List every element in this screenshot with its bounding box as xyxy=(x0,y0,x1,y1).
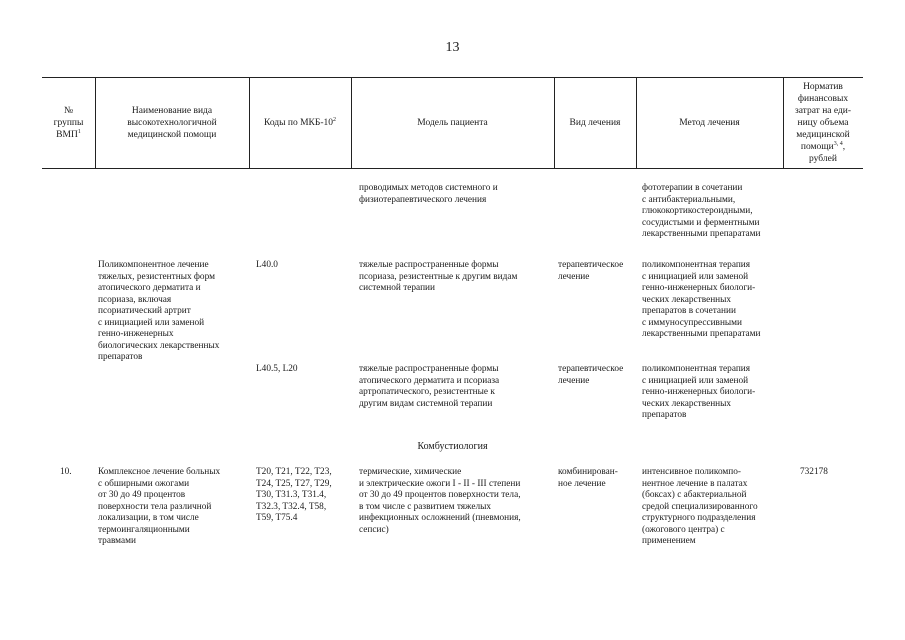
header-cost-norm: Норматив финансовых затрат на еди- ницу объема медицинской помощи$^{3, 4}$, рублей xyxy=(794,81,852,164)
psoriasis-sub1-model: тяжелые распространенные формы псориаза, резистентные к другим видам системной терапии xyxy=(359,260,518,293)
row10-cost-norm: 732178 xyxy=(800,467,828,477)
row10-care-name: Комплексное лечение больных с обширными ожогами от 30 до 49 процентов поверхности тела различной локализации, в том числе термоингаляционными травмами xyxy=(98,467,221,546)
section-title: Комбустиология xyxy=(417,441,488,452)
psoriasis-sub1-type: терапевтическое лечение xyxy=(558,260,624,282)
header-bottom-border xyxy=(42,168,863,169)
header-treatment-method: Метод лечения xyxy=(679,117,740,128)
header-care-type-name: Наименование вида высокотехнологичной медицинской помощи xyxy=(127,105,217,140)
cont-treatment-method: фототерапии в сочетании с антибактериальными, глюкокортикостероидными, сосудистыми и ферментными лекарственными препаратами xyxy=(642,183,761,239)
row10-treatment-type: комбинирован- ное лечение xyxy=(558,467,618,489)
header-icd-codes: Коды по МКБ-$10^2$ xyxy=(263,116,337,128)
psoriasis-sub1-codes: L40.0 xyxy=(256,260,278,270)
cont-patient-model: проводимых методов системного и физиотерапевтического лечения xyxy=(359,183,498,205)
row10-group-number: 10. xyxy=(60,467,72,477)
psoriasis-sub2-method: поликомпонентная терапия с инициацией или заменой генно-инженерных биологи- ческих лекарственных препаратов xyxy=(642,364,756,420)
psoriasis-sub2-model: тяжелые распространенные формы атопического дерматита и псориаза артропатического, резистентные к другим видам системной терапии xyxy=(359,364,500,409)
psoriasis-sub2-type: терапевтическое лечение xyxy=(558,364,624,386)
psoriasis-care-name: Поликомпонентное лечение тяжелых, резистентных форм атопического дерматита и псориаза, включая псориатический артрит с инициацией или заменой генно-инженерных биологических лекарственных препаратов xyxy=(98,260,220,362)
psoriasis-sub1-method: поликомпонентная терапия с инициацией или заменой генно-инженерных биологи- ческих лекарственных препаратов в сочетании с иммуносупрессивными лекарственными препаратами xyxy=(642,260,761,339)
header-treatment-type: Вид лечения xyxy=(569,117,621,128)
row10-treatment-method: интенсивное поликомпо- нентное лечение в палатах (боксах) с абактериальной средой специализированного структурного подразделения (ожогового центра) с применением xyxy=(642,467,758,546)
row10-patient-model: термические, химические и электрические ожоги I - II - III степени от 30 до 49 процентов поверхности тела, в том числе с развитием тяжелых инфекционных осложнений (пневмония, сепсис) xyxy=(359,467,521,535)
page-number: 13 xyxy=(445,40,460,55)
header-patient-model: Модель пациента xyxy=(417,117,488,128)
psoriasis-sub2-codes: L40.5, L20 xyxy=(256,364,298,374)
row10-icd-codes: T20, T21, T22, T23, T24, T25, T27, T29, T30, T31.3, T31.4, T32.3, T32.4, T58, T59, T75.4 xyxy=(256,467,332,523)
header-group-number: № группы ВМП$^1$ xyxy=(53,105,84,140)
